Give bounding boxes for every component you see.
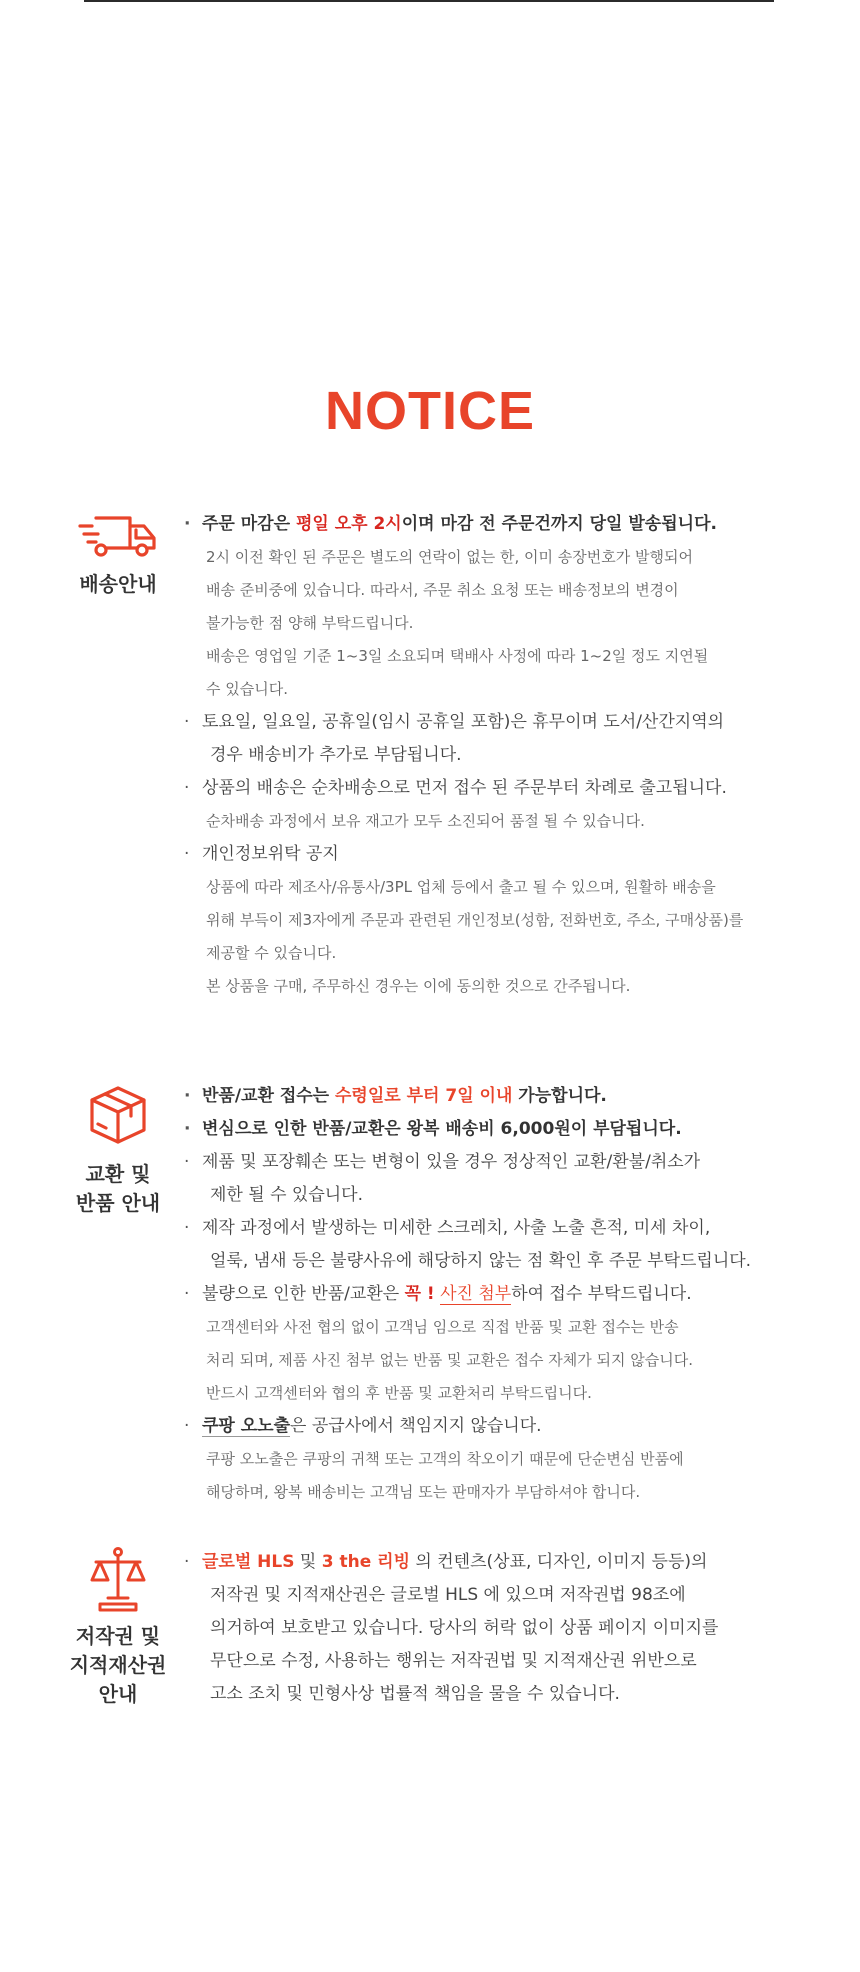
bullet-dot: · [184,1552,190,1572]
bullet-dot: · [184,1284,190,1304]
must-text: 꼭 ! [404,1284,435,1304]
bullet-dot: · [184,1119,191,1139]
returns-label [62,1160,174,1218]
sub-text: 제공할 수 있습니다. [206,944,337,962]
sub-text: 쿠팡 오노출은 쿠팡의 귀책 또는 고객의 착오이기 때문에 단순변심 반품에 [206,1450,684,1468]
text: 제품 및 포장훼손 또는 변형이 있을 경우 정상적인 교환/환불/취소가 [202,1152,701,1172]
copyright-label-group [62,1546,174,1709]
brand-text: 글로벌 HLS [202,1552,295,1572]
shipping-bullet-4 [184,838,784,871]
bullet-dot: · [184,778,190,798]
copyright-text [184,1546,784,1711]
returns-bullet-5 [184,1278,784,1311]
sub-text: 배송은 영업일 기준 1~3일 소요되며 택배사 사정에 따라 1~2일 정도 지연될 [206,647,709,665]
bold-text: 쿠팡 오노출 [202,1416,291,1436]
text: 상품의 배송은 순차배송으로 먼저 접수 된 주문부터 차례로 출고됩니다. [202,778,727,798]
bullet-dot: · [184,712,190,732]
label-line: 저작권 및 [75,1624,161,1648]
shipping-label-group [62,512,174,599]
sub-text: 배송 준비중에 있습니다. 따라서, 주문 취소 요청 또는 배송정보의 변경이 [206,581,679,599]
sub-text: 처리 되며, 제품 사진 첨부 없는 반품 및 교환은 접수 자체가 되지 않습니다. [206,1351,693,1369]
continuation-text: 제한 될 수 있습니다. [210,1185,363,1205]
text: 은 공급사에서 책임지지 않습니다. [290,1416,542,1436]
text: 의 컨텐츠(상표, 디자인, 이미지 등등)의 [410,1552,708,1572]
returns-bullet-2 [184,1113,784,1146]
text: 하여 접수 부탁드립니다. [511,1284,692,1304]
sub-text: 상품에 따라 제조사/유통사/3PL 업체 등에서 출고 될 수 있으며, 원활하 배송을 [206,878,716,896]
copyright-line-1 [184,1546,784,1579]
bullet-dot: · [184,1218,190,1238]
shipping-label: 배송안내 [79,572,157,596]
sub-text: 본 상품을 구매, 주무하신 경우는 이에 동의한 것으로 간주됩니다. [206,977,631,995]
text: 제작 과정에서 발생하는 미세한 스크레치, 사출 노출 흔적, 미세 차이, [202,1218,711,1238]
sub-text: 고객센터와 사전 협의 없이 고객님 임으로 직접 반품 및 교환 접수는 반송 [206,1318,679,1336]
page-title: NOTICE [324,381,535,441]
text: 반품/교환 접수는 [202,1086,335,1106]
package-box-icon [86,1084,150,1146]
text: 개인정보위탁 공지 [202,844,339,864]
sub-text: 해당하며, 왕복 배송비는 고객님 또는 판매자가 부담하셔야 합니다. [206,1483,641,1501]
text: 토요일, 일요일, 공휴일(임시 공휴일 포함)은 휴무이며 도서/산간지역의 [202,712,725,732]
text: 불량으로 인한 반품/교환은 [202,1284,405,1304]
sub-text: 반드시 고객센터와 협의 후 반품 및 교환처리 부탁드립니다. [206,1384,592,1402]
bullet-dot: · [184,844,190,864]
top-divider [84,0,774,2]
bullet-dot: · [184,1152,190,1172]
returns-bullet-1 [184,1080,784,1113]
label-line: 지적재산권 [69,1653,167,1677]
brand-text: 3 the 리빙 [321,1552,411,1572]
returns-text [184,1080,784,1509]
shipping-bullet-1 [184,508,784,541]
returns-bullet-6 [184,1410,784,1443]
bullet-dot: · [184,1416,190,1436]
sub-text: 2시 이전 확인 된 주문은 별도의 연락이 없는 한, 이미 송장번호가 발행되어 [206,548,693,566]
continuation-text: 고소 조치 및 민형사상 법률적 책임을 물을 수 있습니다. [210,1684,620,1704]
returns-bullet-3 [184,1146,784,1179]
continuation-text: 무단으로 수정, 사용하는 행위는 저작권법 및 지적재산권 위반으로 [210,1651,697,1671]
text: 변심으로 인한 반품/교환은 왕복 배송비 6,000원이 부담됩니다. [202,1119,682,1139]
copyright-label [62,1622,174,1709]
bullet-dot: · [184,1086,191,1106]
label-line: 반품 안내 [75,1191,161,1215]
continuation-text: 경우 배송비가 추가로 부담됩니다. [210,745,462,765]
continuation-text: 저작권 및 지적재산권은 글로벌 HLS 에 있으며 저작권법 98조에 [210,1585,686,1605]
sub-text: 위해 부득이 제3자에게 주문과 관련된 개인정보(성함, 전화번호, 주소, 구매상품)를 [206,911,744,929]
scale-balance-icon [88,1546,148,1612]
shipping-text [184,508,784,1003]
continuation-text: 의거하여 보호받고 있습니다. 당사의 허락 없이 상품 페이지 이미지를 [210,1618,719,1638]
sub-text: 순차배송 과정에서 보유 재고가 모두 소진되어 품절 될 수 있습니다. [206,812,645,830]
highlight-text: 평일 오후 2시 [295,514,402,534]
returns-bullet-4 [184,1212,784,1245]
label-line: 교환 및 [85,1162,151,1186]
sub-text: 수 있습니다. [206,680,288,698]
highlight-text: 수령일로 부터 7일 이내 [335,1086,513,1106]
highlight-text: 사진 첨부 [440,1284,512,1304]
text: 및 [294,1552,322,1572]
continuation-text: 얼룩, 냄새 등은 불량사유에 해당하지 않는 점 확인 후 주문 부탁드립니다. [210,1251,752,1271]
sub-text: 불가능한 점 양해 부탁드립니다. [206,614,414,632]
text: 이며 마감 전 주문건까지 당일 발송됩니다. [401,514,717,534]
returns-label-group [62,1084,174,1218]
bullet-dot: · [184,514,191,534]
shipping-bullet-3 [184,772,784,805]
delivery-truck-icon [76,512,160,560]
text: 주문 마감은 [202,514,296,534]
label-line: 안내 [98,1682,138,1706]
text: 가능합니다. [512,1086,607,1106]
shipping-bullet-2 [184,706,784,739]
